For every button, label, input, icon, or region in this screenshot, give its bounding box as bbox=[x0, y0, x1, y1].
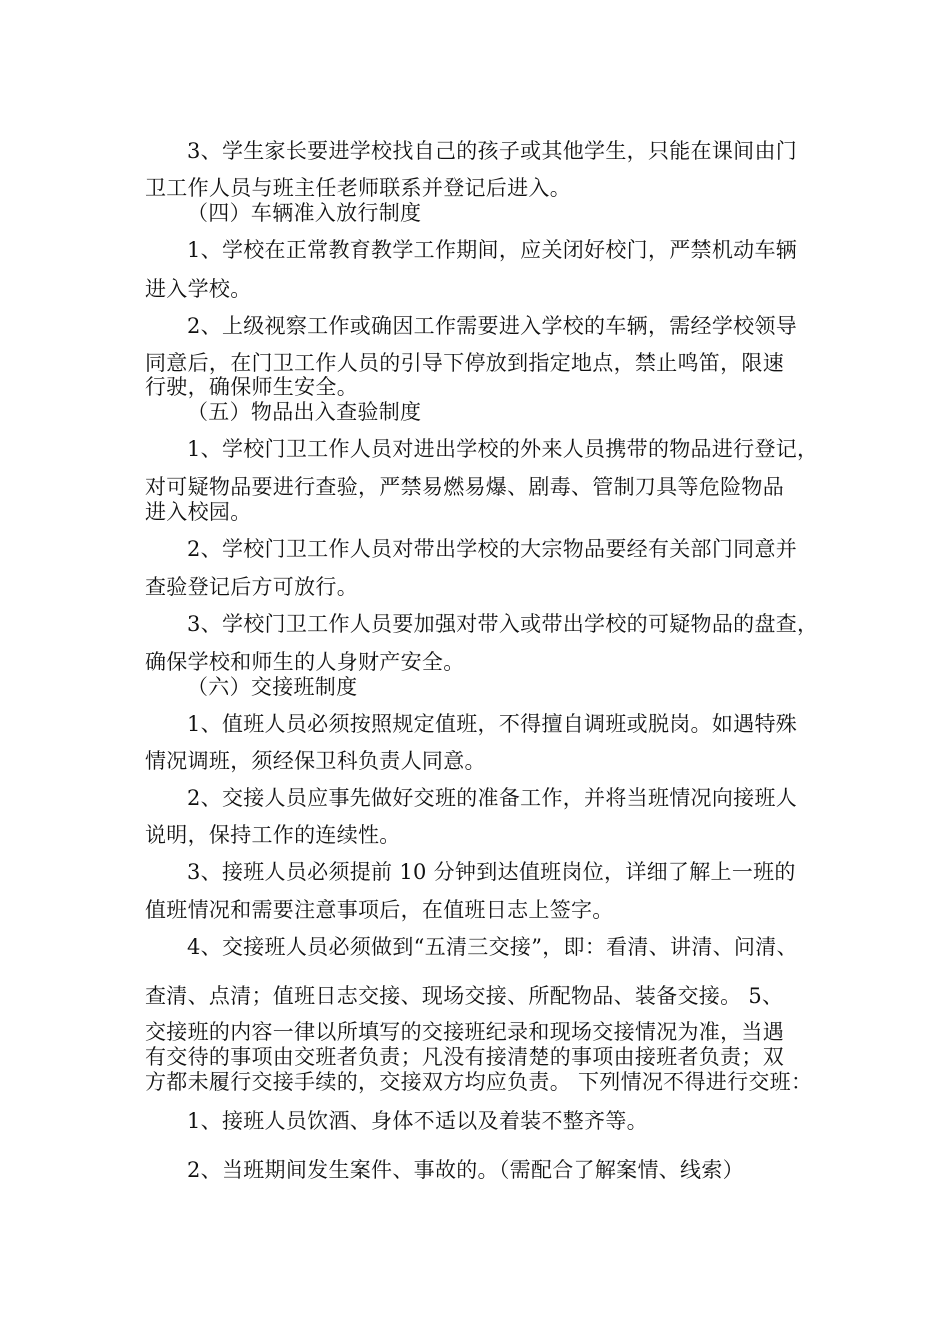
paragraph-line: 1、接班人员饮酒、身体不适以及着装不整齐等。 bbox=[187, 1109, 648, 1133]
paragraph-line: 查清、点清；值班日志交接、现场交接、所配物品、装备交接。 5、 bbox=[145, 984, 784, 1008]
paragraph-line: 2、上级视察工作或确因工作需要进入学校的车辆，需经学校领导 bbox=[187, 314, 798, 338]
paragraph-line: 1、值班人员必须按照规定值班，不得擅自调班或脱岗。如遇特殊 bbox=[187, 712, 798, 736]
paragraph-line: 值班情况和需要注意事项后，在值班日志上签字。 bbox=[145, 898, 614, 922]
paragraph-line: 方都未履行交接手续的，交接双方均应负责。 下列情况不得进行交班： bbox=[145, 1070, 813, 1094]
paragraph-line: 情况调班，须经保卫科负责人同意。 bbox=[145, 749, 486, 773]
paragraph-line: 有交待的事项由交班者负责；凡没有接清楚的事项由接班者负责；双 bbox=[145, 1045, 784, 1069]
paragraph-line: 行驶，确保师生安全。 bbox=[145, 375, 358, 399]
paragraph-line: 1、学校门卫工作人员对进出学校的外来人员携带的物品进行登记， bbox=[187, 437, 819, 461]
paragraph-line: 2、交接人员应事先做好交班的准备工作，并将当班情况向接班人 bbox=[187, 786, 798, 810]
paragraph-line: 进入学校。 bbox=[145, 277, 252, 301]
paragraph-line: 说明，保持工作的连续性。 bbox=[145, 823, 401, 847]
paragraph-line: 确保学校和师生的人身财产安全。 bbox=[145, 650, 465, 674]
section-heading-5: （五）物品出入查验制度 bbox=[187, 400, 422, 424]
paragraph-line: 4、交接班人员必须做到“五清三交接”，即：看清、讲清、问清、 bbox=[187, 935, 798, 959]
paragraph-line: 查验登记后方可放行。 bbox=[145, 575, 358, 599]
paragraph-line: 进入校园。 bbox=[145, 500, 252, 524]
paragraph-line: 2、学校门卫工作人员对带出学校的大宗物品要经有关部门同意并 bbox=[187, 537, 798, 561]
paragraph-line: 2、当班期间发生案件、事故的。（需配合了解案情、线索） bbox=[187, 1158, 744, 1182]
paragraph-line: 3、接班人员必须提前 10 分钟到达值班岗位，详细了解上一班的 bbox=[187, 860, 796, 884]
paragraph-line: 卫工作人员与班主任老师联系并登记后进入。 bbox=[145, 176, 571, 200]
section-heading-6: （六）交接班制度 bbox=[187, 675, 358, 699]
paragraph-line: 交接班的内容一律以所填写的交接班纪录和现场交接情况为准，当遇 bbox=[145, 1020, 784, 1044]
paragraph-line: 3、学校门卫工作人员要加强对带入或带出学校的可疑物品的盘查， bbox=[187, 612, 819, 636]
paragraph-line: 同意后，在门卫工作人员的引导下停放到指定地点，禁止鸣笛，限速 bbox=[145, 351, 784, 375]
paragraph-line: 对可疑物品要进行查验，严禁易燃易爆、剧毒、管制刀具等危险物品 bbox=[145, 475, 784, 499]
paragraph-line: 3、学生家长要进学校找自己的孩子或其他学生，只能在课间由门 bbox=[187, 139, 798, 163]
paragraph-line: 1、学校在正常教育教学工作期间，应关闭好校门，严禁机动车辆 bbox=[187, 238, 798, 262]
section-heading-4: （四）车辆准入放行制度 bbox=[187, 201, 422, 225]
